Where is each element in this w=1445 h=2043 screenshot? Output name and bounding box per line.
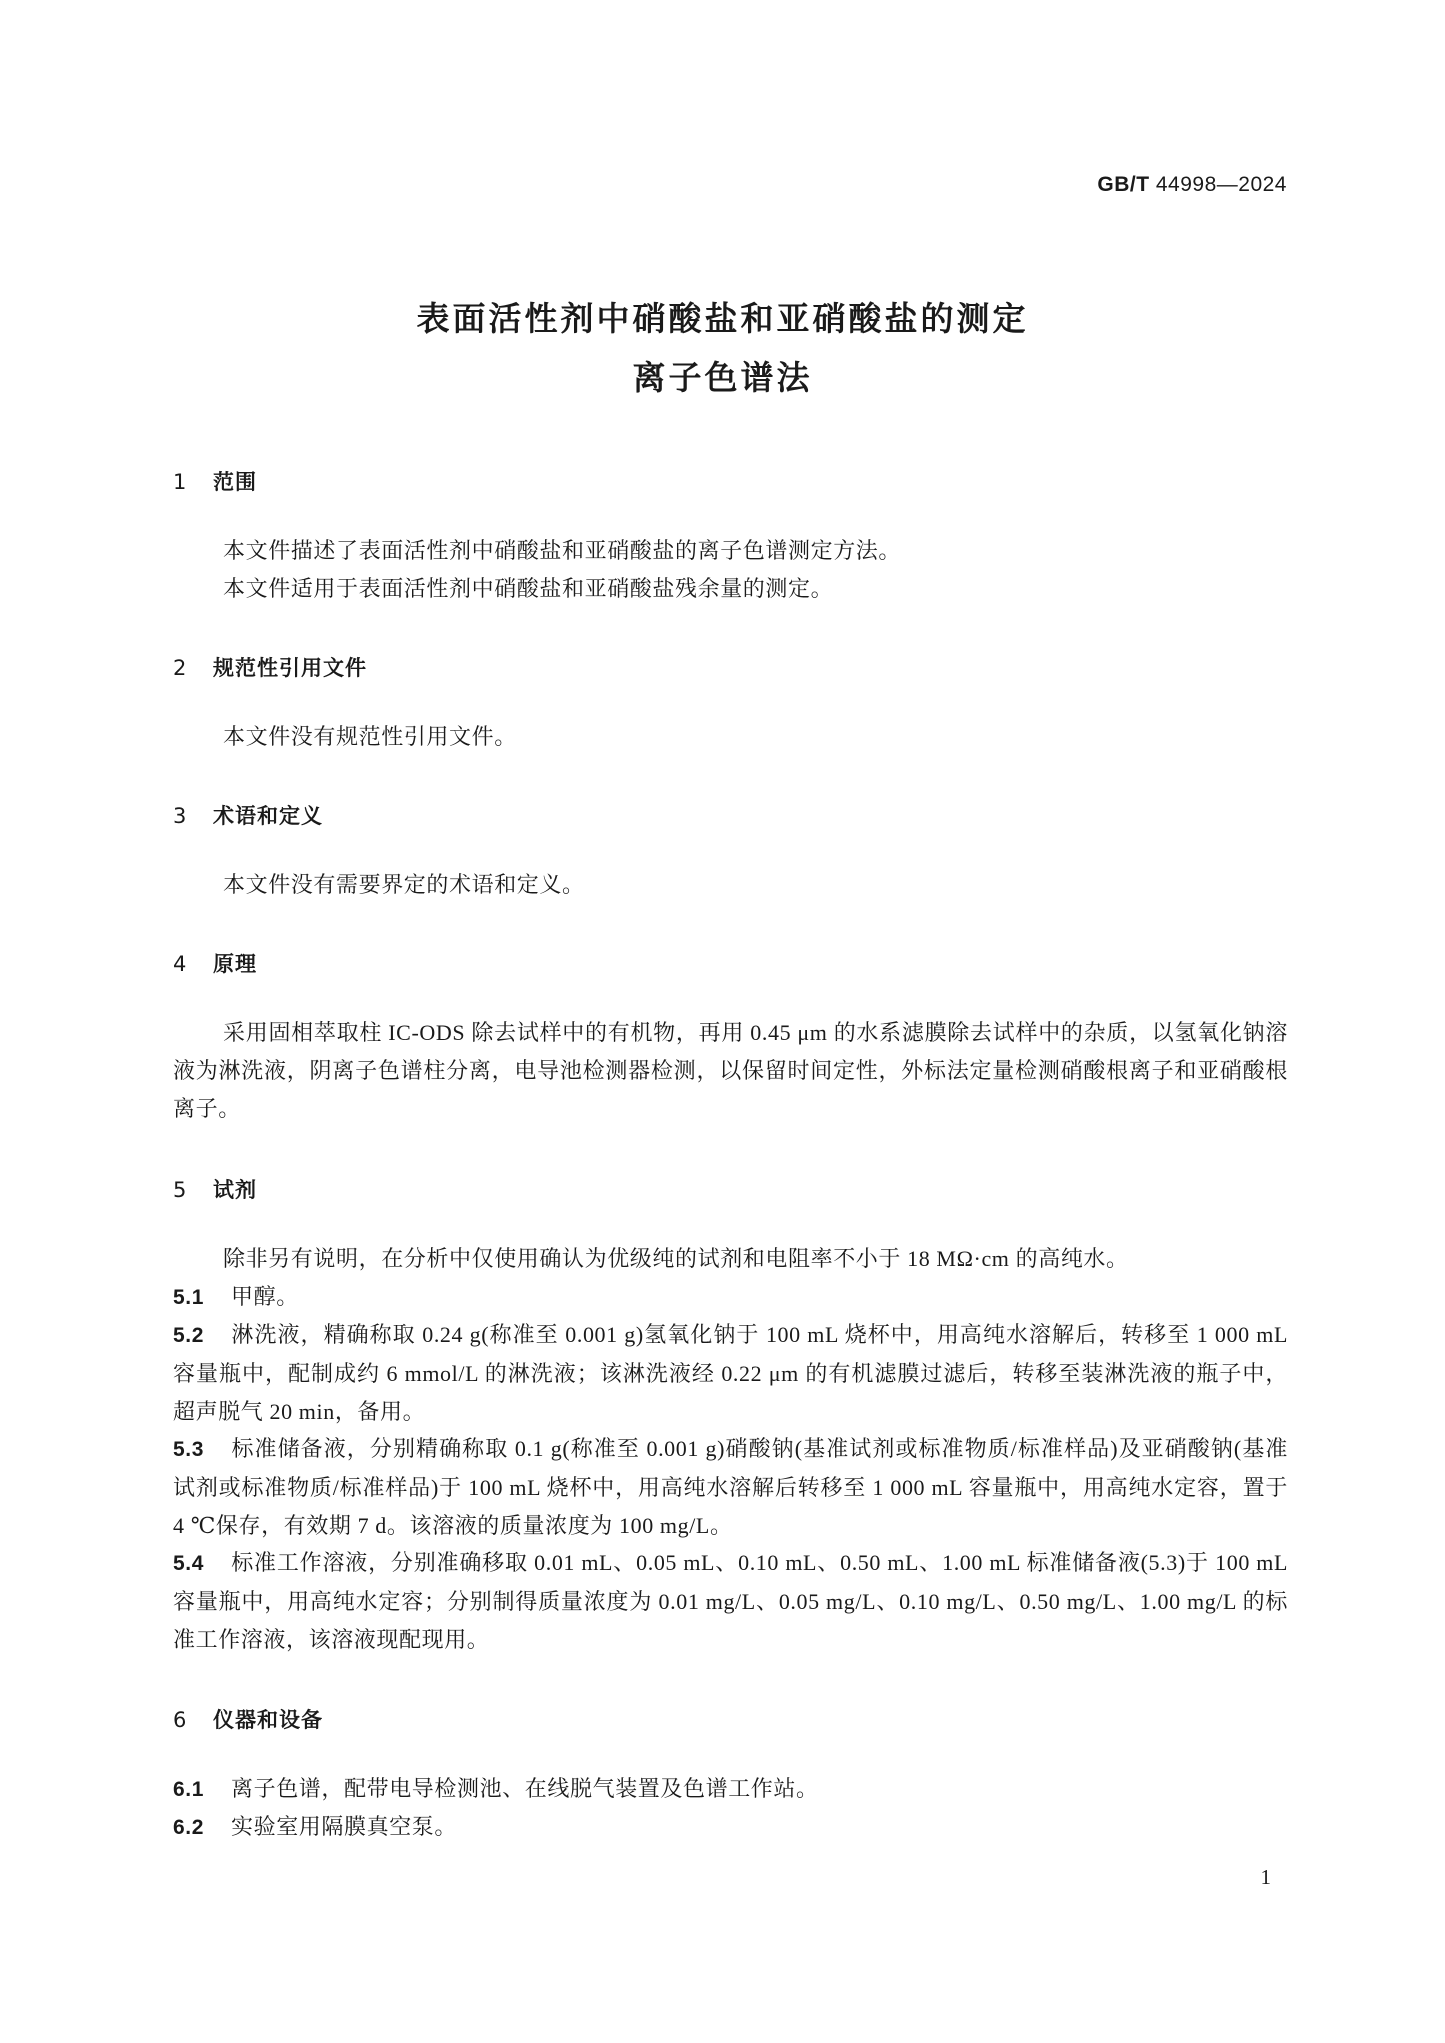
item-text: 标准储备液，分别精确称取 0.1 g(称准至 0.001 g)硝酸钠(基准试剂或标准物质/标准样品)及亚硝酸钠(基准试剂或标准物质/标准样品)于 100 mL 烧杯中，用高纯水溶解后转移至 1 000 mL 容量瓶中，用高纯水定容，置于 4 ℃保存，有效期 7 d。该溶液的质量浓度为 100 mg/L。 [173,1436,1288,1538]
section-title: 规范性引用文件 [213,656,367,680]
section-number: 2 [173,656,188,680]
item-number: 6.2 [173,1816,204,1839]
section-1-heading [173,466,257,496]
section-number: 5 [173,1178,188,1202]
equipment-item [173,1770,1288,1809]
section-title: 仪器和设备 [213,1708,323,1732]
section-3-heading [173,800,323,830]
section-4-paragraph-1: 采用固相萃取柱 IC-ODS 除去试样中的有机物，再用 0.45 μm 的水系滤膜除去试样中的杂质，以氢氧化钠溶液为淋洗液，阴离子色谱柱分离，电导池检测器检测，以保留时间定性，外标法定量检测硝酸根离子和亚硝酸根离子。 [173,1020,1288,1121]
section-5-heading [173,1174,257,1204]
item-number: 5.4 [173,1552,204,1575]
reagent-item [173,1278,1288,1317]
item-number: 5.3 [173,1438,204,1461]
standard-prefix: GB/T [1097,173,1150,196]
item-text: 标准工作溶液，分别准确移取 0.01 mL、0.05 mL、0.10 mL、0.50 mL、1.00 mL 标准储备液(5.3)于 100 mL 容量瓶中，用高纯水定容；分别制得质量浓度为 0.01 mg/L、0.05 mg/L、0.10 mg/L、0.50 mg/L、1.00 mg/L 的标准工作溶液，该溶液现配现用。 [173,1550,1288,1652]
item-number: 5.1 [173,1286,204,1309]
section-title: 试剂 [213,1178,257,1202]
section-number: 1 [173,470,188,494]
section-2-heading [173,652,367,682]
section-number: 6 [173,1708,188,1732]
section-title: 术语和定义 [213,804,323,828]
item-number: 6.1 [173,1778,204,1801]
item-text: 淋洗液，精确称取 0.24 g(称准至 0.001 g)氢氧化钠于 100 mL 烧杯中，用高纯水溶解后，转移至 1 000 mL 容量瓶中，配制成约 6 mmol/L 的淋洗液；该淋洗液经 0.22 μm 的有机滤膜过滤后，转移至装淋洗液的瓶子中，超声脱气 20 min，备用。 [173,1322,1288,1424]
reagent-item [173,1430,1288,1545]
item-number: 5.2 [173,1324,204,1347]
section-number: 3 [173,804,188,828]
reagent-item [173,1544,1288,1659]
equipment-item [173,1808,1288,1847]
standard-number: 44998—2024 [1155,173,1287,196]
document-title-line2: 离子色谱法 [632,358,813,397]
document-title-line1: 表面活性剂中硝酸盐和亚硝酸盐的测定 [416,299,1029,338]
page-number: 1 [1260,1865,1271,1889]
section-3-paragraph-1: 本文件没有需要界定的术语和定义。 [223,872,585,897]
section-2-paragraph-1: 本文件没有规范性引用文件。 [223,724,517,749]
section-title: 范围 [213,470,257,494]
item-text: 实验室用隔膜真空泵。 [231,1814,458,1839]
section-1-paragraph-2: 本文件适用于表面活性剂中硝酸盐和亚硝酸盐残余量的测定。 [223,576,834,601]
section-number: 4 [173,952,188,976]
section-4-heading [173,948,257,978]
section-title: 原理 [213,952,257,976]
section-6-heading [173,1704,323,1734]
reagent-item [173,1316,1288,1431]
item-text: 离子色谱，配带电导检测池、在线脱气装置及色谱工作站。 [231,1776,819,1801]
item-text: 甲醇。 [231,1284,299,1309]
standard-code [1097,173,1287,197]
section-1-paragraph-1: 本文件描述了表面活性剂中硝酸盐和亚硝酸盐的离子色谱测定方法。 [223,538,902,563]
section-5-intro: 除非另有说明，在分析中仅使用确认为优级纯的试剂和电阻率不小于 18 MΩ·cm 的高纯水。 [223,1246,1129,1271]
